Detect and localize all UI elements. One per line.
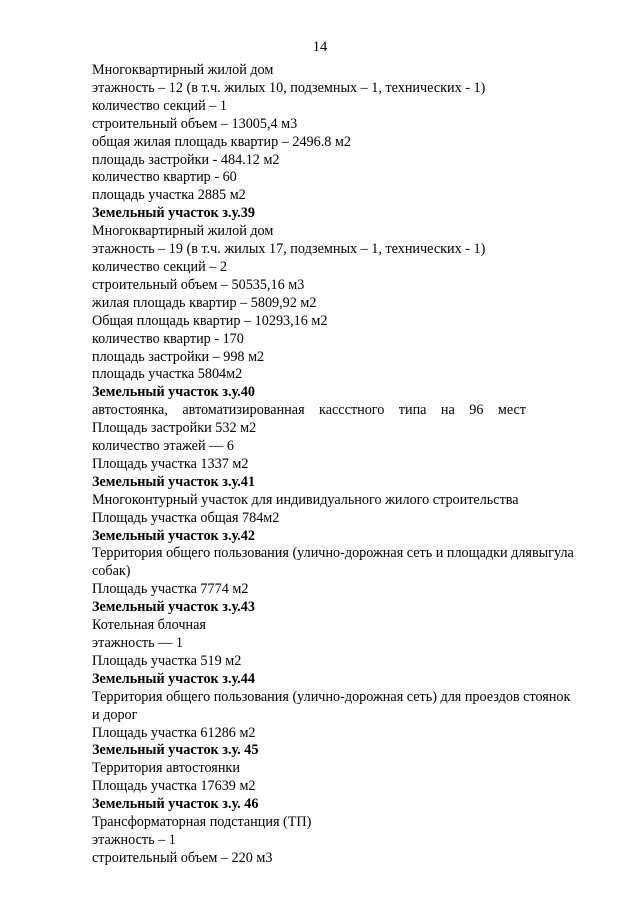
section-heading: Земельный участок з.у. 46 [92, 796, 259, 813]
text-line: и дорог [92, 706, 138, 723]
text-line: Территория общего пользования (улично-дорожная сеть) для проездов стоянок [92, 688, 571, 705]
text-line: Территория автостоянки [92, 760, 240, 777]
document-body [92, 62, 612, 868]
text-line: Трансформаторная подстанция (ТП) [92, 814, 312, 831]
text-line: жилая площадь квартир – 5809,92 м2 [92, 294, 317, 311]
text-line: Площадь участка 519 м2 [92, 652, 242, 669]
text-line: этажность – 19 (в т.ч. жилых 17, подземных – 1, технических - 1) [92, 241, 486, 258]
section-heading: Земельный участок з.у.43 [92, 599, 255, 616]
text-line: этажность – 12 (в т.ч. жилых 10, подземных – 1, технических - 1) [92, 79, 486, 96]
text-line: площадь застройки – 998 м2 [92, 348, 265, 365]
section-heading: Земельный участок з.у. 45 [92, 742, 259, 759]
text-line: количество квартир - 60 [92, 169, 237, 186]
text-line: Площадь застройки 532 м2 [92, 420, 257, 437]
section-heading: Земельный участок з.у.42 [92, 527, 255, 544]
text-line: Площадь участка 61286 м2 [92, 724, 256, 741]
text-line: площадь участка 2885 м2 [92, 187, 246, 204]
text-line: этажность — 1 [92, 635, 183, 651]
text-line: Территория общего пользования (улично-дорожная сеть и площадки длявыгула [92, 545, 574, 562]
text-line: Многоконтурный участок для индивидуального жилого строительства [92, 491, 519, 508]
text-line: Площадь участка 17639 м2 [92, 778, 256, 795]
text-line: строительный объем – 13005,4 м3 [92, 115, 298, 132]
text-line: строительный объем – 220 м3 [92, 849, 273, 866]
text-line: количество секций – 2 [92, 258, 227, 275]
text-line: Площадь участка 1337 м2 [92, 455, 249, 472]
text-line: Общая площадь квартир – 10293,16 м2 [92, 312, 328, 329]
text-line: общая жилая площадь квартир – 2496.8 м2 [92, 133, 351, 150]
page-number: 14 [312, 39, 328, 55]
text-line: Котельная блочная [92, 617, 206, 634]
text-line: количество квартир - 170 [92, 330, 244, 347]
text-line: количество этажей — 6 [92, 438, 234, 455]
text-line: этажность – 1 [92, 831, 176, 848]
section-heading: Земельный участок з.у.39 [92, 205, 255, 222]
text-line: собак) [92, 563, 131, 580]
text-line: автостоянка, автоматизированная кассстного типа на 96 мест [92, 402, 526, 419]
text-line: строительный объем – 50535,16 м3 [92, 276, 305, 293]
section-heading: Земельный участок з.у.41 [92, 473, 255, 490]
text-line: площадь застройки - 484.12 м2 [92, 151, 280, 168]
text-line: Многоквартирный жилой дом [92, 62, 274, 78]
text-line: площадь участка 5804м2 [92, 366, 243, 383]
text-line: Многоквартирный жилой дом [92, 223, 274, 240]
text-line: Площадь участка общая 784м2 [92, 509, 280, 526]
text-line: Площадь участка 7774 м2 [92, 581, 249, 598]
section-heading: Земельный участок з.у.44 [92, 670, 255, 687]
section-heading: Земельный участок з.у.40 [92, 384, 255, 401]
text-line: количество секций – 1 [92, 97, 227, 114]
